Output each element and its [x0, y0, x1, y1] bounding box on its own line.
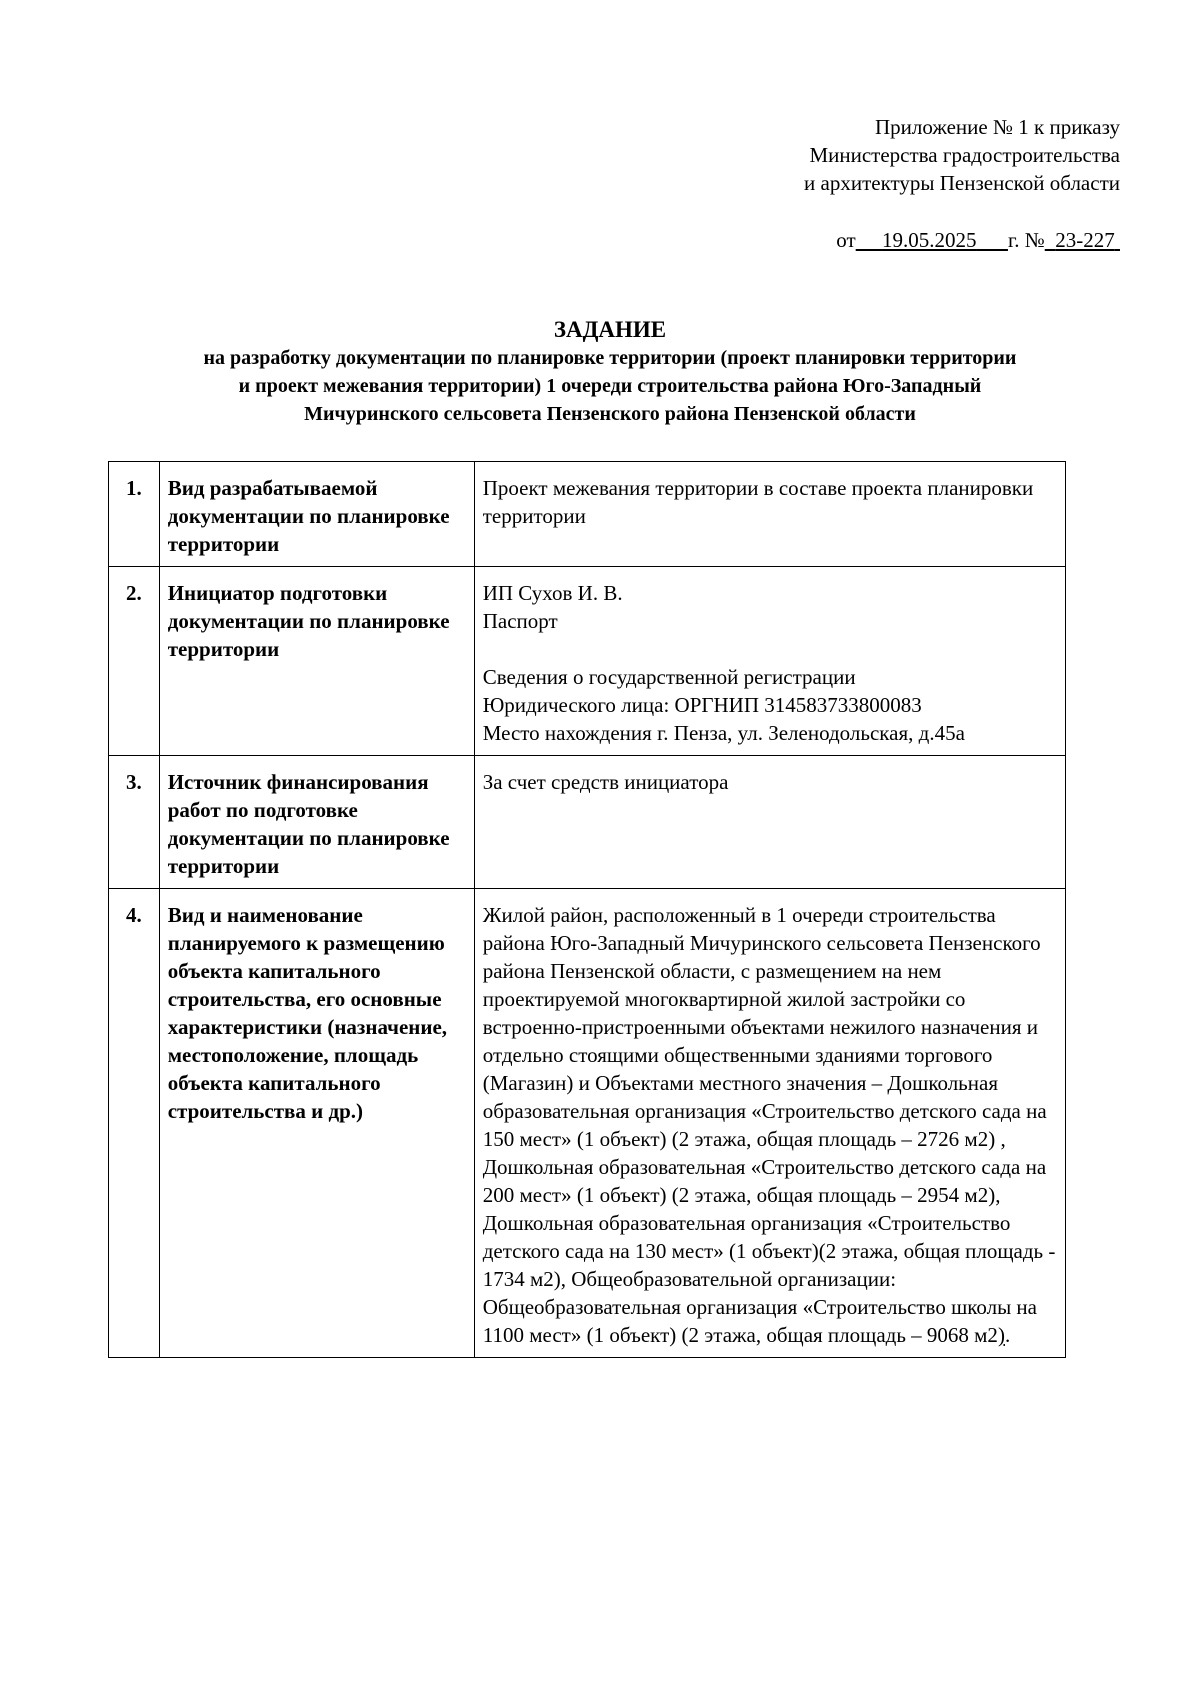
table-row: [109, 756, 1066, 889]
title-line-2: и проект межевания территории) 1 очереди строительства района Юго-Западный: [238, 375, 982, 397]
row-label: Вид разрабатываемой документации по планировке территории: [159, 462, 474, 567]
row-number: 4.: [109, 889, 160, 1358]
initiator-address: Место нахождения г. Пенза, ул. Зеленодольская, д.45а: [482, 721, 965, 745]
order-number-blank-right: [1115, 228, 1120, 252]
registration-number: Юридического лица: ОРГНИП 314583733800083: [482, 693, 922, 717]
appendix-line-3: и архитектуры Пензенской области: [804, 171, 1120, 195]
specification-table: [108, 461, 1066, 1358]
row-label: Вид и наименование планируемого к размещению объекта капитального строительства, его основные характеристики (назначение, местоположение, площадь объекта капитального строительства и др.): [159, 889, 474, 1358]
initiator-name: ИП Сухов И. В.: [482, 581, 623, 605]
table-row: [109, 462, 1066, 567]
closing-paren: ): [997, 1323, 1005, 1347]
title-main: ЗАДАНИЕ: [553, 317, 667, 342]
object-description: Жилой район, расположенный в 1 очереди строительства района Юго-Западный Мичуринского сельсовета Пензенского района Пензенской области, с размещением на нем проектируемой многоквартирной жилой застройки со встроенно-пристроенными объектами нежилого назначения и отдельно стоящими общественными зданиями торгового (Магазин) и Объектами местного значения – Дошкольная образовательная организация «Строительство детского сада на 150 мест» (1 объект) (2 этажа, общая площадь – 2726 м2) , Дошкольная образовательная «Строительство детского сада на 200 мест» (1 объект) (2 этажа, общая площадь – 2954 м2), Дошкольная образовательная организация «Строительство детского сада на 130 мест» (1 объект)(2 этажа, общая площадь - 1734 м2), Общеобразовательной организации: Общеобразовательная организация «Строительство школы на 1100 мест» (1 объект) (2 этажа, общая площадь – 9068 м2: [482, 903, 1056, 1347]
row-number: 1.: [109, 462, 160, 567]
title-line-1: на разработку документации по планировке территории (проект планировки территории: [203, 347, 1017, 369]
row-value: За счет средств инициатора: [474, 756, 1065, 889]
order-date-blank-right: [976, 228, 1008, 252]
order-year-suffix: г.: [1007, 228, 1020, 252]
order-prefix: от: [836, 228, 856, 252]
order-number: 23-227: [1055, 228, 1115, 252]
order-date-blank-left: [856, 228, 882, 252]
row-number: 3.: [109, 756, 160, 889]
order-date: 19.05.2025: [881, 228, 977, 252]
order-number-sign: №: [1024, 228, 1045, 252]
row-value: Проект межевания территории в составе проекта планировки территории: [474, 462, 1065, 567]
closing-period: .: [1004, 1323, 1011, 1347]
title-line-3: Мичуринского сельсовета Пензенского района Пензенской области: [304, 403, 916, 425]
row-label: Инициатор подготовки документации по планировке территории: [159, 567, 474, 756]
row-number: 2.: [109, 567, 160, 756]
document-title: [108, 316, 1112, 428]
appendix-line-1: Приложение № 1 к приказу: [875, 115, 1120, 139]
registration-info: Сведения о государственной регистрации: [482, 665, 856, 689]
appendix-header: [804, 113, 1120, 197]
blank-line: [483, 635, 1057, 663]
row-value: [474, 889, 1065, 1358]
table-row: [109, 567, 1066, 756]
order-date-number: [836, 226, 1120, 254]
row-value: [474, 567, 1065, 756]
row-label: Источник финансирования работ по подготовке документации по планировке территории: [159, 756, 474, 889]
initiator-passport: Паспорт: [482, 609, 558, 633]
table-row: [109, 889, 1066, 1358]
appendix-line-2: Министерства градостроительства: [809, 143, 1120, 167]
order-number-blank-left: [1045, 228, 1056, 252]
